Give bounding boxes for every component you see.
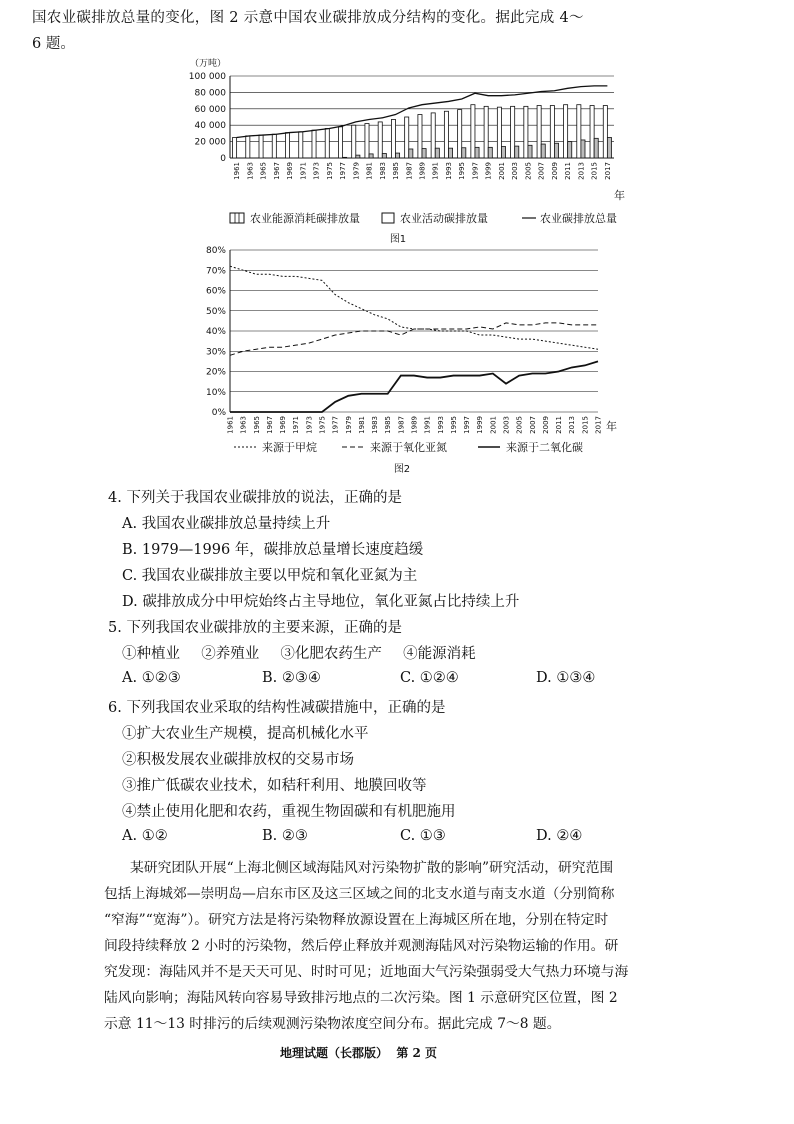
fig1-activity-bar [405,117,409,158]
fig2-y-tick-label: 70% [205,266,226,277]
q4-option-b: B. 1979—1996 年，碳排放总量增长速度趋缓 [122,542,424,558]
fig1-activity-bar [259,135,263,158]
fig2-x-tick-label: 1989 [410,416,419,434]
passage-line-7: 示意 11～13 时排污的后续观测污染物浓度空间分布。据此完成 7～8 题。 [104,1016,561,1032]
fig2-ch4-series [230,266,598,349]
q6-option-b: B. ②③ [262,828,308,844]
q5-stem: 5. 下列我国农业碳排放的主要来源，正确的是 [108,620,402,636]
fig1-x-tick-label: 1973 [312,162,321,180]
fig2-x-tick-label: 1993 [436,416,445,434]
fig1-activity-bar [233,138,237,159]
fig2-y-tick-label: 40% [205,327,226,337]
fig2-x-tick-label: 2001 [489,416,498,434]
fig1-x-tick-label: 1967 [272,162,281,180]
fig2-x-tick-label: 2005 [515,416,524,434]
fig2-x-tick-label: 1999 [476,416,485,434]
passage-line-4: 间段持续释放 2 小时的污染物，然后停止释放并观测海陆风对污染物运输的作用。研 [104,938,619,954]
fig1-x-tick-label: 2017 [603,162,612,180]
fig1-x-tick-label: 1985 [392,162,401,180]
fig1-energy-bar [343,157,347,158]
fig2-y-ticks [206,246,226,418]
page-footer: 地理试题（长郡版） 第 2 页 [280,1046,438,1060]
fig2-x-tick-label: 1963 [239,416,248,434]
legend-ch4: 来源于甲烷 [262,441,317,454]
fig2-x-tick-label: 1997 [463,416,472,434]
fig1-activity-bar [511,106,515,158]
fig1-x-tick-label: 1989 [418,162,427,180]
fig1-y-ticks [189,72,226,164]
fig1-x-tick-label: 1971 [299,162,308,180]
fig1-activity-bar [246,136,250,158]
fig2-y-tick-label: 80% [205,246,226,256]
fig2-n2o-series [230,323,598,355]
fig2-x-tick-label: 2015 [581,416,590,434]
fig1-energy-bar [448,148,452,158]
fig2-x-tick-label: 1961 [226,416,235,434]
fig2-x-tick-label: 1969 [279,416,288,434]
fig1-x-tick-label: 2001 [497,161,506,180]
figure-1-chart [0,54,794,254]
fig1-caption: 图1 [389,234,407,245]
fig1-activity-bar [444,111,448,158]
fig2-grid [230,250,598,412]
fig1-x-tick-label: 2013 [577,162,586,180]
q5-option-c: C. ①②④ [400,670,459,686]
fig2-x-tick-label: 1965 [252,416,261,434]
fig1-x-tick-label: 1991 [431,162,440,180]
fig1-activity-bar [299,132,303,158]
fig1-activity-bar [325,128,329,158]
fig1-activity-bar [603,106,607,158]
figure-2-chart [0,244,794,474]
fig1-energy-bar [369,154,373,158]
fig1-energy-bar [356,155,360,158]
intro-line-2: 6 题。 [32,36,75,52]
fig1-x-tick-label: 1999 [484,162,493,180]
q6-item-2: ②积极发展农业碳排放权的交易市场 [122,752,354,768]
fig1-energy-bar [501,147,505,158]
legend-n2o: 来源于氧化亚氮 [370,441,447,454]
fig2-lines [230,266,598,412]
fig1-y-tick-label: 80 000 [194,88,226,99]
fig1-x-tick-label: 1977 [339,162,348,180]
fig1-energy-bar [422,149,426,158]
q4-stem: 4. 下列关于我国农业碳排放的说法，正确的是 [108,490,402,506]
fig1-energy-bar [607,138,611,159]
q6-stem: 6. 下列我国农业采取的结构性减碳措施中，正确的是 [108,700,446,716]
fig1-y-tick-label: 100 000 [188,72,226,82]
intro-line-1: 国农业碳排放总量的变化，图 2 示意中国农业碳排放成分结构的变化。据此完成 4～ [32,10,584,26]
fig2-x-tick-label: 1967 [265,416,274,434]
fig1-energy-bar [435,148,439,158]
fig2-y-tick-label: 20% [205,367,226,378]
fig1-x-tick-label: 2005 [524,162,533,180]
fig2-x-tick-label: 1981 [357,416,366,434]
fig1-activity-bar [312,130,316,158]
fig2-x-tick-label: 2013 [568,416,577,434]
passage-line-3: “窄海”“宽海”）。研究方法是将污染物释放源设置在上海城区所在地，分别在特定时 [104,912,609,928]
fig2-x-tick-label: 2011 [555,416,564,434]
fig1-activity-bar [272,134,276,158]
q6-option-c: C. ①③ [400,828,446,844]
fig2-x-tick-label: 1971 [292,416,301,434]
fig1-activity-bar [471,105,475,158]
fig1-x-tick-label: 1975 [325,162,334,180]
fig1-x-tick-label: 1963 [246,161,255,180]
fig2-y-tick-label: 50% [205,306,226,317]
fig2-y-tick-label: 10% [205,387,226,398]
fig1-energy-bar [594,138,598,158]
fig2-x-tick-label: 2009 [541,416,550,434]
q6-option-d: D. ②④ [536,828,583,844]
fig1-activity-bar [365,124,369,158]
legend-total: 农业碳排放总量 [540,212,617,225]
fig1-activity-bar [537,106,541,158]
fig2-x-tick-label: 1975 [318,416,327,434]
legend-co2: 来源于二氧化碳 [506,441,583,454]
fig1-energy-bar [554,143,558,158]
fig1-unit-label: （万吨） [190,59,227,69]
fig2-x-tick-label: 1983 [371,416,380,434]
fig1-energy-bar [409,149,413,158]
legend-energy-swatch [230,213,244,223]
fig2-y-tick-label: 30% [205,347,226,358]
fig1-x-tick-label: 1961 [233,162,242,180]
fig1-x-tick-label: 1993 [444,162,453,180]
legend-activity-swatch [382,213,394,223]
legend-energy: 农业能源消耗碳排放量 [250,212,360,225]
fig1-energy-bar [581,140,585,158]
fig2-x-tick-label: 1995 [449,416,458,434]
fig2-y-tick-label: 60% [205,286,226,297]
fig1-x-tick-label: 1965 [259,162,268,180]
q6-item-1: ①扩大农业生产规模，提高机械化水平 [122,726,369,742]
q5-option-b: B. ②③④ [262,670,321,686]
fig2-x-tick-label: 1987 [397,416,406,434]
fig1-activity-bar [431,113,435,158]
fig1-energy-bar [396,153,400,158]
fig2-x-tick-label: 1973 [305,416,314,434]
fig2-x-tick-label: 2007 [528,416,537,434]
fig1-y-tick-label: 60 000 [194,104,226,115]
fig1-activity-bar [564,105,568,158]
q6-item-3: ③推广低碳农业技术，如秸秆利用、地膜回收等 [122,778,427,794]
fig1-activity-bar [378,122,382,158]
passage-line-1: 某研究团队开展“上海北侧区域海陆风对污染物扩散的影响”研究活动，研究范围 [130,860,614,876]
fig2-caption: 图2 [393,464,411,474]
fig2-y-tick-label: 0% [211,408,226,418]
q6-option-a: A. ①② [122,828,168,844]
fig1-energy-bar [528,145,532,158]
fig1-activity-bar [590,106,594,158]
q6-item-4: ④禁止使用化肥和农药，重视生物固碳和有机肥施用 [122,804,456,820]
fig1-y-tick-label: 20 000 [194,137,226,148]
fig1-activity-bar [524,106,528,158]
fig1-y-tick-label: 0 [220,154,226,164]
fig1-energy-bar [382,153,386,158]
fig1-activity-bar [418,115,422,158]
fig2-x-tick-label: 1991 [423,416,432,434]
fig1-x-tick-label: 1979 [352,162,361,180]
fig2-co2-series [230,361,598,412]
fig1-x-tick-label: 2003 [511,162,520,180]
fig2-x-tick-label: 2003 [502,416,511,434]
fig1-x-tick-label: 1995 [458,162,467,180]
fig1-x-tick-label: 2015 [590,162,599,180]
passage-line-6: 陆风向影响；海陆风转向容易导致排污地点的二次污染。图 1 示意研究区位置，图 2 [104,990,618,1006]
fig2-x-tick-label: 1977 [331,416,340,434]
fig2-x-tick-label: 2017 [594,416,603,434]
q5-option-d: D. ①③④ [536,670,596,686]
fig1-y-tick-label: 40 000 [194,121,226,132]
fig1-activity-bar [550,106,554,158]
fig1-energy-bar [488,147,492,158]
fig1-bars [233,105,612,158]
q5-option-a: A. ①②③ [122,670,181,686]
passage-line-2: 包括上海城郊—崇明岛—启东市区及这三区域之间的北支水道与南支水道（分别简称 [104,886,615,902]
fig1-x-suffix: 年 [614,189,625,202]
fig2-x-tick-label: 1979 [344,416,353,434]
fig1-activity-bar [391,119,395,158]
fig1-activity-bar [458,110,462,158]
legend-activity: 农业活动碳排放量 [400,212,488,225]
fig1-activity-bar [352,125,356,158]
passage-line-5: 究发现：海陆风并不是天天可见、时时可见；近地面大气污染强弱受大气热力环境与海 [104,964,629,980]
fig1-energy-bar [568,142,572,158]
fig2-x-tick-label: 1985 [384,416,393,434]
fig1-x-tick-label: 1981 [365,162,374,180]
fig1-activity-bar [484,106,488,158]
fig1-activity-bar [338,127,342,158]
fig1-activity-bar [577,105,581,158]
fig1-x-tick-label: 1997 [471,162,480,180]
fig1-x-tick-label: 2011 [564,162,573,180]
fig1-x-tick-label: 1983 [378,162,387,180]
fig1-x-tick-label: 1969 [286,162,295,180]
q4-option-d: D. 碳排放成分中甲烷始终占主导地位，氧化亚氮占比持续上升 [122,594,520,610]
fig1-activity-bar [285,133,289,158]
fig1-activity-bar [497,107,501,158]
fig1-energy-bar [462,148,466,158]
fig1-x-tick-label: 1987 [405,162,414,180]
fig1-x-ticks [233,162,612,180]
fig1-x-tick-label: 2009 [550,162,559,180]
fig2-x-ticks [227,416,603,434]
fig1-energy-bar [475,147,479,158]
q4-option-a: A. 我国农业碳排放总量持续上升 [122,516,331,532]
fig2-x-suffix: 年 [606,420,617,433]
q5-items: ①种植业 ②养殖业 ③化肥农药生产 ④能源消耗 [122,646,476,662]
fig1-energy-bar [515,146,519,158]
fig1-x-tick-label: 2007 [537,162,546,180]
fig1-energy-bar [541,144,545,158]
q4-option-c: C. 我国农业碳排放主要以甲烷和氧化亚氮为主 [122,568,418,584]
